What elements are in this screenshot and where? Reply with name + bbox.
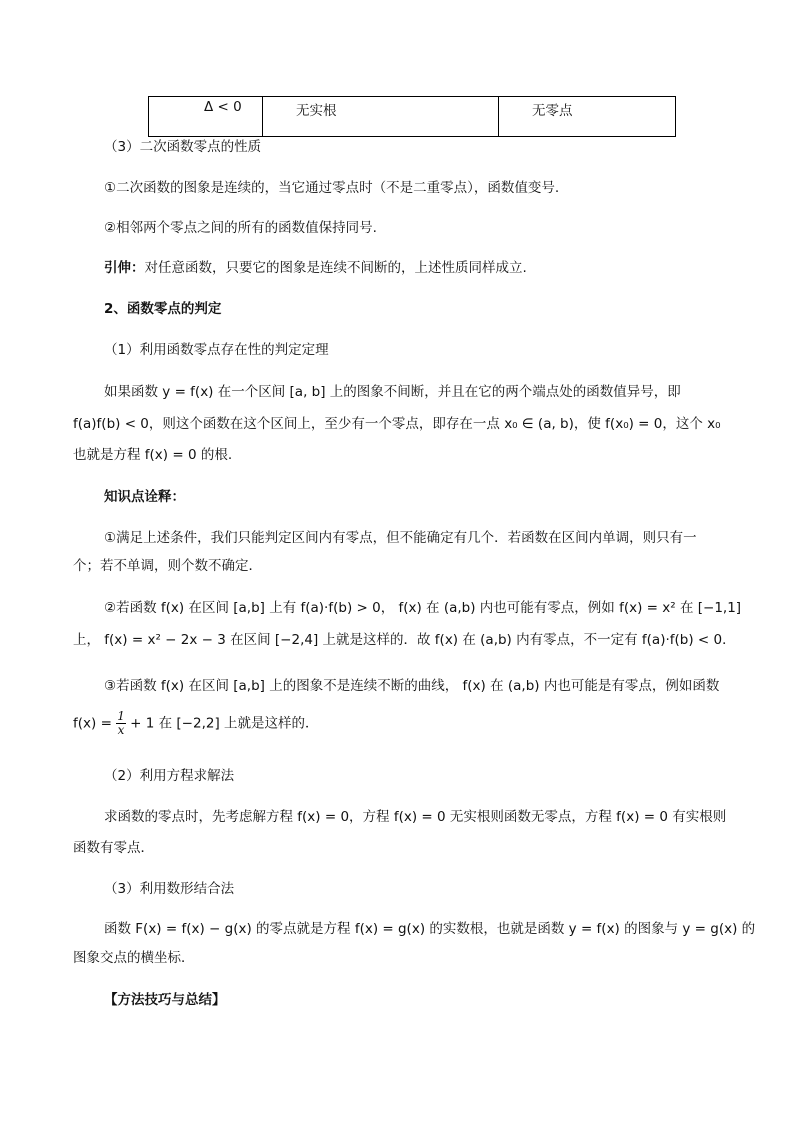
note-1-line-2: 个；若不单调，则个数不确定．	[73, 558, 262, 574]
note-1-line-1: ①满足上述条件，我们只能判定区间内有零点，但不能确定有几个．若函数在区间内单调，则只有一	[104, 530, 697, 546]
theorem-line-3: 也就是方程 f(x) = 0 的根.	[73, 447, 233, 463]
extension-text: 对任意函数，只要它的图象是连续不间断的，上述性质同样成立.	[144, 260, 527, 276]
graphical-method-line-1: 函数 F(x) = f(x) − g(x) 的零点就是方程 f(x) = g(x) 的实数根，也就是函数 y = f(x) 的图象与 y = g(x) 的	[104, 921, 756, 937]
paragraph-property-2: ②相邻两个零点之间的所有的函数值保持同号.	[104, 220, 377, 236]
note-3-line-1: ③若函数 f(x) 在区间 [a,b] 上的图象不是连续不断的曲线， f(x) 在 (a,b) 内也可能是有零点，例如函数	[104, 678, 720, 694]
table-cell-zeros: 无零点	[499, 97, 676, 137]
table-cell-discriminant: Δ < 0	[149, 97, 263, 137]
note-3-formula-suffix: + 1 在 [−2,2] 上就是这样的．	[130, 715, 319, 732]
fraction-numerator: 1	[117, 709, 125, 723]
graphical-method-line-2: 图象交点的横坐标．	[73, 950, 195, 966]
note-2-line-2: 上， f(x) = x² − 2x − 3 在区间 [−2,4] 上就是这样的．故 f(x) 在 (a,b) 内有零点，不一定有 f(a)·f(b) < 0．	[73, 632, 736, 648]
discriminant-table	[148, 96, 676, 137]
section-heading-zero-determination: 2、函数零点的判定	[104, 301, 222, 317]
fraction-one-over-x	[116, 710, 126, 737]
equation-method-line-1: 求函数的零点时，先考虑解方程 f(x) = 0，方程 f(x) = 0 无实根则函数无零点，方程 f(x) = 0 有实根则	[104, 809, 727, 825]
method-summary-heading: 【方法技巧与总结】	[104, 992, 226, 1008]
paragraph-property-1: ①二次函数的图象是连续的，当它通过零点时（不是二重零点），函数值变号.	[104, 180, 560, 196]
theorem-line-1: 如果函数 y = f(x) 在一个区间 [a, b] 上的图象不间断，并且在它的两个端点处的函数值异号，即	[104, 384, 681, 400]
subheading-graphical-method: （3）利用数形结合法	[104, 881, 235, 897]
subheading-equation-method: （2）利用方程求解法	[104, 768, 235, 784]
theorem-line-2: f(a)f(b) < 0，则这个函数在这个区间上，至少有一个零点，即存在一点 x₀ ∈ (a, b)，使 f(x₀) = 0，这个 x₀	[73, 416, 721, 432]
extension-label: 引伸：	[104, 260, 145, 276]
table-row	[149, 97, 676, 137]
subheading-existence-theorem: （1）利用函数零点存在性的判定定理	[104, 342, 329, 358]
table-cell-roots: 无实根	[263, 97, 499, 137]
paragraph-extension	[104, 255, 754, 281]
fraction-denominator: x	[117, 723, 125, 737]
note-3-line-2	[73, 710, 723, 737]
note-2-line-1: ②若函数 f(x) 在区间 [a,b] 上有 f(a)·f(b) > 0， f(x) 在 (a,b) 内也可能有零点，例如 f(x) = x² 在 [−1,1]	[104, 600, 742, 616]
note-3-formula-prefix: f(x) =	[73, 715, 112, 732]
notes-heading: 知识点诠释：	[104, 489, 185, 505]
section-heading-zero-properties: （3）二次函数零点的性质	[104, 139, 262, 155]
equation-method-line-2: 函数有零点．	[73, 840, 154, 856]
